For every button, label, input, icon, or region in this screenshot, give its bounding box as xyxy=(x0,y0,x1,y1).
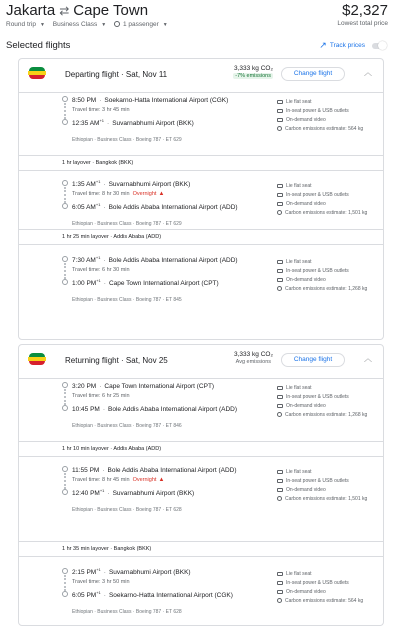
separator: · xyxy=(103,204,106,212)
arrival-row xyxy=(72,118,194,127)
amenity-label: In-seat power & USB outlets xyxy=(286,108,349,114)
arrival-row xyxy=(72,590,233,599)
amenity-label: Lie flat seat xyxy=(286,469,312,475)
day-offset: +1 xyxy=(96,278,101,283)
departure-time: 3:20 PM xyxy=(72,383,97,391)
separator: · xyxy=(103,592,106,600)
amenity-emissions xyxy=(277,210,367,216)
travel-time-text: Travel time: 3 hr 45 min xyxy=(72,107,130,113)
co2-value: 3,333 kg CO₂ xyxy=(233,65,273,72)
departure-airport: Bole Addis Ababa International Airport (ADD) xyxy=(107,467,237,475)
amenity-label: Carbon emissions estimate: 1,268 kg xyxy=(285,286,368,292)
amenity-label: Carbon emissions estimate: 1,501 kg xyxy=(285,496,368,502)
layover-text: 1 hr 35 min layover · Bangkok (BKK) xyxy=(62,546,152,552)
travel-time-text: Travel time: 6 hr 25 min xyxy=(72,393,130,399)
separator: · xyxy=(103,181,106,189)
amenity-label: Carbon emissions estimate: 1,268 kg xyxy=(285,412,368,418)
leaf-icon xyxy=(277,496,282,501)
amenity-label: In-seat power & USB outlets xyxy=(286,192,349,198)
separator: · xyxy=(103,257,106,265)
video-icon xyxy=(277,590,283,594)
separator: · xyxy=(107,490,110,498)
selected-flights-title: Selected flights xyxy=(6,40,71,51)
amenity-emissions xyxy=(277,598,363,604)
amenity-emissions xyxy=(277,496,367,502)
video-icon xyxy=(277,488,283,492)
power-icon xyxy=(277,109,283,113)
returning-card xyxy=(18,344,384,626)
separator: · xyxy=(102,467,105,475)
arrival-dot xyxy=(62,405,68,411)
amenity-power xyxy=(277,394,349,400)
amenity-label: On-demand video xyxy=(286,201,326,207)
seat-icon xyxy=(277,260,283,264)
leaf-icon xyxy=(277,286,282,291)
returning-title: Returning flight · Sat, Nov 25 xyxy=(65,356,168,365)
day-offset: +1 xyxy=(99,488,105,493)
trend-icon: ↗ xyxy=(319,40,327,50)
departure-dot xyxy=(62,256,68,262)
timeline-line xyxy=(64,187,66,203)
amenity-power xyxy=(277,478,349,484)
amenity-label: Lie flat seat xyxy=(286,259,312,265)
co2-value: 3,333 kg CO₂ xyxy=(233,351,273,358)
arrival-time: 6:05 AM xyxy=(72,204,96,212)
departure-row xyxy=(72,465,237,474)
emissions-badge: Avg emissions xyxy=(235,359,271,365)
chevron-up-icon[interactable]: ︿ xyxy=(364,354,372,363)
amenity-label: In-seat power & USB outlets xyxy=(286,394,349,400)
returning-header xyxy=(19,345,383,379)
arrival-row xyxy=(72,202,238,211)
timeline-line xyxy=(64,473,66,489)
arrival-airport: Bole Addis Ababa International Airport (ADD) xyxy=(108,406,237,414)
power-icon xyxy=(277,395,283,399)
arrival-airport: Suvarnabhumi Airport (BKK) xyxy=(112,490,195,498)
amenity-label: Carbon emissions estimate: 564 kg xyxy=(285,126,364,132)
arrival-time: 6:05 PM xyxy=(72,592,97,600)
layover xyxy=(19,441,383,457)
amenity-lie-flat xyxy=(277,99,312,105)
separator: · xyxy=(103,280,106,288)
amenity-label: On-demand video xyxy=(286,589,326,595)
amenity-lie-flat xyxy=(277,259,312,265)
arrival-dot xyxy=(62,119,68,125)
amenity-video xyxy=(277,589,326,595)
caret-down-icon: ▼ xyxy=(40,22,45,28)
change-flight-button[interactable]: Change flight xyxy=(281,353,345,367)
swap-arrows-icon: ⇄ xyxy=(59,4,70,18)
amenity-label: On-demand video xyxy=(286,117,326,123)
amenity-lie-flat xyxy=(277,469,312,475)
warning-icon: ▲ xyxy=(158,477,165,483)
airline-logo xyxy=(27,353,47,367)
amenity-video xyxy=(277,201,326,207)
departure-row xyxy=(72,179,190,188)
timeline-line xyxy=(64,103,66,119)
separator: · xyxy=(103,569,106,577)
amenity-lie-flat xyxy=(277,183,312,189)
departure-row xyxy=(72,95,228,104)
trip-type-select[interactable] xyxy=(6,21,48,28)
travel-time xyxy=(72,107,130,113)
day-offset: +1 xyxy=(95,179,101,184)
timeline-line xyxy=(64,575,66,591)
departure-time: 7:30 AM xyxy=(72,257,96,265)
layover xyxy=(19,541,383,557)
leaf-icon xyxy=(277,598,282,603)
co2-estimate xyxy=(211,351,273,365)
trip-type-label: Round trip xyxy=(6,21,36,28)
flight-info: Ethiopian · Business Class · Boeing 787 · ET 629 xyxy=(72,221,182,227)
origin-city: Jakarta xyxy=(6,2,56,19)
departing-card xyxy=(18,58,384,340)
change-flight-button[interactable]: Change flight xyxy=(281,67,345,81)
leaf-icon xyxy=(277,210,282,215)
track-prices-toggle[interactable] xyxy=(372,43,386,49)
person-icon xyxy=(114,21,120,27)
arrival-row xyxy=(72,488,194,497)
amenity-label: On-demand video xyxy=(286,403,326,409)
departing-header xyxy=(19,59,383,93)
amenity-label: In-seat power & USB outlets xyxy=(286,268,349,274)
amenity-power xyxy=(277,268,349,274)
arrival-airport: Bole Addis Ababa International Airport (ADD) xyxy=(108,204,238,212)
departure-dot xyxy=(62,382,68,388)
co2-estimate xyxy=(211,65,273,79)
arrival-airport: Cape Town International Airport (CPT) xyxy=(108,280,219,288)
arrival-row xyxy=(72,404,237,413)
day-offset: +1 xyxy=(96,567,101,572)
cabin-label: Business Class xyxy=(52,21,98,28)
arrival-time: 12:40 PM xyxy=(72,490,100,498)
amenity-emissions xyxy=(277,126,363,132)
amenity-label: Lie flat seat xyxy=(286,571,312,577)
seat-icon xyxy=(277,470,283,474)
departure-airport: Cape Town International Airport (CPT) xyxy=(104,383,215,391)
caret-down-icon: ▼ xyxy=(101,22,107,28)
overnight-label: Overnight xyxy=(132,191,157,197)
amenity-label: Lie flat seat xyxy=(286,99,312,105)
layover-text: 1 hr layover · Bangkok (BKK) xyxy=(62,160,134,166)
video-icon xyxy=(277,404,283,408)
travel-time-text: Travel time: 8 hr 45 min xyxy=(72,477,130,483)
arrival-dot xyxy=(62,279,68,285)
destination-city: Cape Town xyxy=(73,2,149,19)
seat-icon xyxy=(277,386,283,390)
departure-airport: Suvarnabhumi Airport (BKK) xyxy=(108,569,191,577)
amenity-label: Carbon emissions estimate: 564 kg xyxy=(285,598,364,604)
travel-time-text: Travel time: 6 hr 30 min xyxy=(72,267,130,273)
flight-info: Ethiopian · Business Class · Boeing 787 · ET 628 xyxy=(72,609,182,615)
overnight-label: Overnight xyxy=(132,477,157,483)
flight-leg xyxy=(19,463,383,533)
layover xyxy=(19,229,383,245)
day-offset: +1 xyxy=(95,202,101,207)
travel-time xyxy=(72,267,130,273)
layover-text: 1 hr 25 min layover · Addis Ababa (ADD) xyxy=(62,234,162,240)
arrival-dot xyxy=(62,203,68,209)
amenity-power xyxy=(277,108,349,114)
flight-info: Ethiopian · Business Class · Boeing 787 · ET 629 xyxy=(72,137,182,143)
arrival-time: 1:00 PM xyxy=(72,280,97,288)
arrival-airport: Suvarnabhumi Airport (BKK) xyxy=(112,120,194,128)
video-icon xyxy=(277,118,283,122)
arrival-airport: Soekarno-Hatta International Airport (CGK) xyxy=(108,592,233,600)
departure-dot xyxy=(62,180,68,186)
amenity-label: In-seat power & USB outlets xyxy=(286,478,349,484)
passenger-select[interactable] xyxy=(114,21,171,28)
departure-row xyxy=(72,255,238,264)
flight-leg xyxy=(19,93,383,163)
separator: · xyxy=(102,406,105,414)
total-price: $2,327 xyxy=(342,2,388,19)
amenity-label: In-seat power & USB outlets xyxy=(286,580,349,586)
amenity-video xyxy=(277,117,326,123)
departing-title: Departing flight · Sat, Nov 11 xyxy=(65,70,168,79)
departure-time: 11:55 PM xyxy=(72,467,100,475)
seat-icon xyxy=(277,184,283,188)
amenity-lie-flat xyxy=(277,571,312,577)
amenity-label: Carbon emissions estimate: 1,501 kg xyxy=(285,210,368,216)
amenity-label: On-demand video xyxy=(286,487,326,493)
arrival-dot xyxy=(62,591,68,597)
seat-icon xyxy=(277,100,283,104)
power-icon xyxy=(277,479,283,483)
day-offset: +1 xyxy=(96,590,101,595)
track-prices-label: Track prices xyxy=(329,42,365,49)
header xyxy=(0,0,400,36)
caret-down-icon: ▼ xyxy=(162,22,168,28)
amenity-emissions xyxy=(277,412,367,418)
cabin-select[interactable] xyxy=(53,21,109,28)
video-icon xyxy=(277,202,283,206)
amenity-label: Lie flat seat xyxy=(286,183,312,189)
departure-dot xyxy=(62,568,68,574)
chevron-up-icon[interactable]: ︿ xyxy=(364,68,372,77)
departure-row xyxy=(72,381,214,390)
seat-icon xyxy=(277,572,283,576)
emissions-badge: -7% emissions xyxy=(235,73,271,79)
arrival-dot xyxy=(62,489,68,495)
leaf-icon xyxy=(277,412,282,417)
departure-dot xyxy=(62,466,68,472)
warning-icon: ▲ xyxy=(158,191,165,197)
layover xyxy=(19,155,383,171)
travel-time-text: Travel time: 3 hr 50 min xyxy=(72,579,130,585)
travel-time xyxy=(72,191,164,197)
departure-row xyxy=(72,567,191,576)
amenity-power xyxy=(277,192,349,198)
flight-info: Ethiopian · Business Class · Boeing 787 · ET 628 xyxy=(72,507,182,513)
amenity-lie-flat xyxy=(277,385,312,391)
arrival-row xyxy=(72,278,219,287)
flight-info: Ethiopian · Business Class · Boeing 787 · ET 846 xyxy=(72,423,182,429)
amenity-video xyxy=(277,487,326,493)
arrival-time: 10:45 PM xyxy=(72,406,100,414)
leaf-icon xyxy=(277,126,282,131)
travel-time xyxy=(72,579,130,585)
amenity-power xyxy=(277,580,349,586)
separator: · xyxy=(99,383,102,391)
day-offset: +1 xyxy=(99,118,105,123)
flight-info: Ethiopian · Business Class · Boeing 787 · ET 845 xyxy=(72,297,182,303)
flight-leg xyxy=(19,565,383,625)
trip-options xyxy=(6,21,174,28)
departure-dot xyxy=(62,96,68,102)
departure-airport: Soekarno-Hatta International Airport (CGK) xyxy=(104,97,229,105)
travel-time xyxy=(72,477,164,483)
travel-time xyxy=(72,393,130,399)
layover-text: 1 hr 10 min layover · Addis Ababa (ADD) xyxy=(62,446,162,452)
timeline-line xyxy=(64,389,66,405)
amenity-video xyxy=(277,277,326,283)
track-prices[interactable] xyxy=(319,40,386,51)
departure-airport: Suvarnabhumi Airport (BKK) xyxy=(108,181,191,189)
travel-time-text: Travel time: 8 hr 30 min xyxy=(72,191,130,197)
departure-time: 1:35 AM xyxy=(72,181,96,189)
passenger-label: 1 passenger xyxy=(122,21,159,28)
flight-leg xyxy=(19,253,383,323)
flight-leg xyxy=(19,379,383,449)
separator: · xyxy=(99,97,102,105)
airline-logo xyxy=(27,67,47,81)
timeline-line xyxy=(64,263,66,279)
amenity-label: Lie flat seat xyxy=(286,385,312,391)
amenity-label: On-demand video xyxy=(286,277,326,283)
power-icon xyxy=(277,269,283,273)
departure-time: 8:50 PM xyxy=(72,97,97,105)
departure-airport: Bole Addis Ababa International Airport (ADD) xyxy=(108,257,238,265)
departure-time: 2:15 PM xyxy=(72,569,97,577)
separator: · xyxy=(107,120,110,128)
total-price-label: Lowest total price xyxy=(337,20,388,27)
amenity-emissions xyxy=(277,286,367,292)
day-offset: +1 xyxy=(95,255,101,260)
power-icon xyxy=(277,193,283,197)
route-title xyxy=(6,2,148,19)
power-icon xyxy=(277,581,283,585)
arrival-time: 12:35 AM xyxy=(72,120,100,128)
video-icon xyxy=(277,278,283,282)
amenity-video xyxy=(277,403,326,409)
